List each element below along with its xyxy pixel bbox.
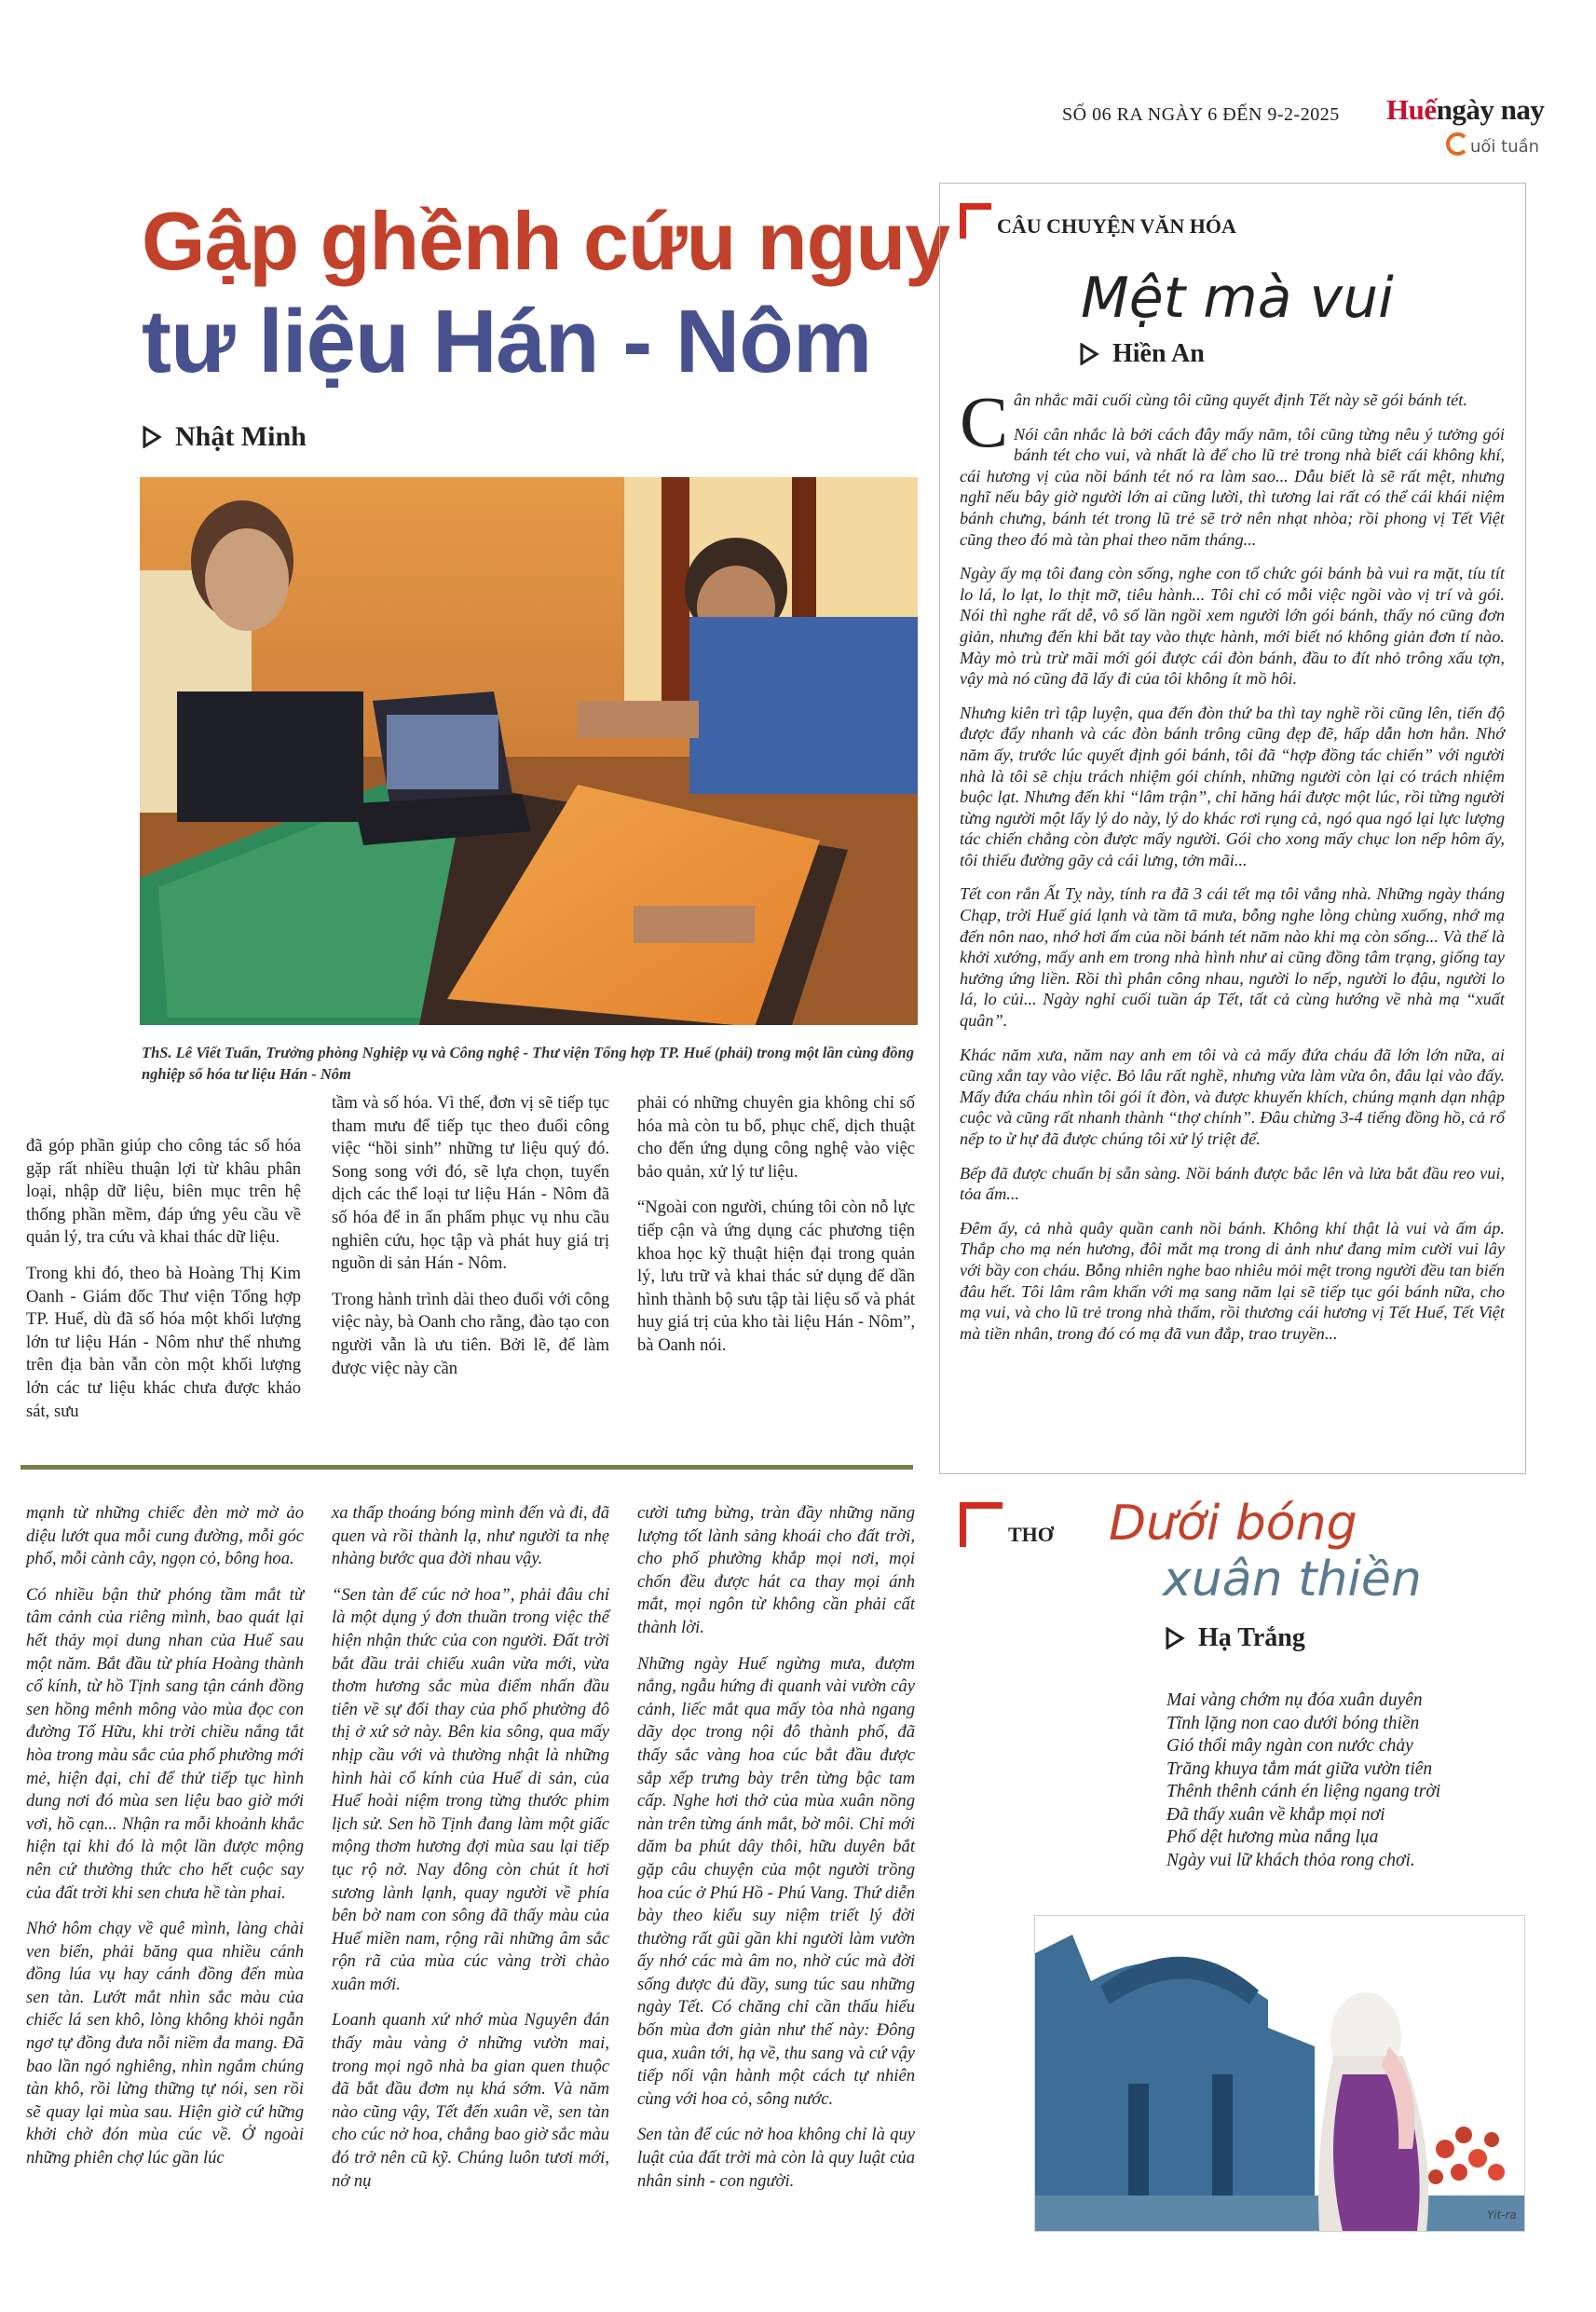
paragraph: Nhưng kiên trì tập luyện, qua đến đòn thứ ba thì tay nghề rồi cũng lên, tiến độ được đẩy nhanh và các đòn bánh trông cũng đẹp đẽ, hấp dẫn hơn hẳn. Nhớ năm ấy, trước lúc quyết định gói bánh, tôi đã “hợp đồng tác chiến” với người nhà là tôi sẽ chịu trách nhiệm gói chính, những người còn lại có trách nhiệm buộc lạt. Nhưng đến khi “lâm trận”, chỉ hăng hái được một lúc, rồi từng người từng người một lấy lý do này, lý do khác rơi rụng cả, ngó qua ngó lại lực lượng tác chiến chẳng còn được mấy người. Gói cho xong mấy chục lon nếp hôm ấy, tôi thiếu đường gãy cả cái lưng, tởn mãi... bbox=[960, 703, 1505, 869]
article-author: Nhật Minh bbox=[175, 421, 307, 452]
paragraph: Tết con rắn Ất Tỵ này, tính ra đã 3 cái tết mạ tôi vắng nhà. Những ngày tháng Chạp, trời Huế giá lạnh và tầm tã mưa, bỗng nghe lòng chùng xuống, nhớ mạ đến nôn nao, nhớ hơi ấm của nồi bánh tét năm nào khi mạ còn sống... Và thế là khởi xướng, mấy anh em trong nhà hình như ai cũng đồng tâm trạng, giống tay hưởng ứng liền. Rồi thì phân công nhau, người lo nếp, người lo đậu, người lo lá, lo củi... Ngày nghỉ cuối tuần áp Tết, tất cả cùng hướng về nhà mạ “xuất quân”. bbox=[960, 884, 1505, 1031]
play-triangle-icon bbox=[142, 426, 162, 448]
newspaper-logo bbox=[1386, 93, 1544, 127]
essay-col-2 bbox=[332, 1502, 609, 2206]
paragraph: Có nhiều bận thử phóng tầm mắt từ tâm cảnh của riêng mình, bao quát lại hết thảy mọi dung nhan của Huế sau một năm. Bắt đầu từ phía Hoàng thành cổ kính, từ hồ Tịnh sang tận cánh đồng sen hồng mênh mông vào mùa đọc con đường Tố Hữu, khi trời chiều nắng tắt hòa trong màu sắc của phố phường mới mẻ, hiện đại, chỉ để thử tiếp tục hình dung nơi đó mùa sen liệu bao giờ mới vơi, hồ cạn... Nhận ra mỗi khoảnh khắc hiện tại khi đó là một lần được mộng nên cứ thường thức cho hết cuộc say của đất trời khi sen chưa hề tàn phai. bbox=[26, 1584, 304, 1903]
essay-col-3 bbox=[637, 1502, 915, 2206]
poem-line: Thênh thênh cánh én liệng ngang trời bbox=[1166, 1782, 1441, 1801]
c-logo-icon bbox=[1446, 132, 1469, 156]
paragraph: Nhớ hôm chạy về quê mình, làng chài ven biển, phải băng qua nhiều cánh đồng lúa vụ hay cánh đồng đến mùa sen tàn. Lướt mắt nhìn sắc màu của chiếc lá sen khô, lòng không khỏi ngẫn ngơ tự đồng đưa nỗi niềm đa mang. Đã bao lần ngó nghiêng, nhìn ngắm chúng tàn khô, rồi lừng thững tự nói, sen rồi sẽ quay lại mùa sau. Hiện giờ cứ hững khởi chờ đón mùa cúc về. Ở ngoài những phiên chợ lúc gần lúc bbox=[26, 1919, 304, 2168]
culture-byline bbox=[1079, 339, 1205, 369]
play-triangle-icon bbox=[1165, 1627, 1185, 1649]
section-divider bbox=[20, 1465, 913, 1470]
poem-line: Phố dệt hương mùa nắng lụa bbox=[1166, 1827, 1379, 1847]
poem-author: Hạ Trắng bbox=[1198, 1623, 1305, 1652]
paragraph: Sen tàn để cúc nở hoa không chỉ là quy luật của đất trời mà còn là quy luật của nhân sinh - con người. bbox=[637, 2125, 915, 2191]
culture-section-label bbox=[960, 203, 1236, 239]
paragraph: Những ngày Huế ngừng mưa, đượm nắng, ngẫu hứng đi quanh vài vườn cây cảnh, liếc mắt qua mấy tòa nhà ngang dãy dọc trong nội đô thành phố, đã thấy sắc vàng hoa cúc bắt đầu được sắp xếp trưng bày trên từng bậc tam cấp. Nghe hơi thở của mùa xuân nồng nàn trên từng ánh mắt, bờ môi. Chỉ mới dăm ba phút dây thôi, hữu duyên bắt gặp câu chuyện của một người trồng hoa cúc ở Phú Hồ - Phú Vang. Thứ diễn bày theo kiểu suy niệm triết lý đời thường rất gũi gần khi người làm vườn ấy nhớ các mà âm no, nhờ cúc mà đời sống được đủ đầy, sung túc sau những ngày Tết. Có chăng chỉ cần thấu hiểu bốn mùa đơn giản như thế này: Đông qua, xuân tới, hạ về, thu sang và cứ vậy tiếp nối vận hành một cách tự nhiên cùng với hoa cỏ, sông nước. bbox=[637, 1653, 915, 2109]
paragraph-text: ân nhắc mãi cuối cùng tôi cũng quyết định Tết này sẽ gói bánh tét. bbox=[1014, 390, 1467, 409]
paragraph: “Ngoài con người, chúng tôi còn nỗ lực tiếp cận và ứng dụng các phương tiện khoa học kỹ thuật hiện đại trong quản lý, lưu trữ và khai thác sử dụng để dần hình thành bộ sưu tập tài liệu số và phát huy giá trị của kho tài liệu Hán - Nôm”, bà Oanh nói. bbox=[637, 1197, 915, 1355]
photo-caption: ThS. Lê Viết Tuấn, Trưởng phòng Nghiệp vụ và Công nghệ - Thư viện Tổng hợp TP. Huế (phải) trong một lần cùng đồng nghiệp số hóa tư liệu Hán - Nôm bbox=[142, 1044, 914, 1083]
paragraph: phải có những chuyên gia không chỉ số hóa mà còn tu bổ, phục chế, dịch thuật cho đến ứng dụng công nghệ vào việc bảo quản, xử lý tư liệu. bbox=[637, 1093, 915, 1182]
poem-line: Gió thổi mây ngàn con nước chảy bbox=[1166, 1736, 1413, 1756]
article-title-line1: Gập ghềnh cứu nguy bbox=[142, 195, 950, 287]
illustrator-signature: Yit-ra bbox=[1487, 2209, 1517, 2222]
article-col-2 bbox=[332, 1092, 609, 1393]
poem-line: Tĩnh lặng non cao dưới bóng thiền bbox=[1166, 1713, 1420, 1733]
bracket-icon bbox=[960, 1502, 1003, 1547]
paragraph: “Sen tàn để cúc nở hoa”, phải đâu chỉ là một dụng ý đơn thuần trong việc thể hiện nhận thức của con người. Đất trời bắt đầu trải chiếu xuân vừa mới, vừa thơm hương sắc mùa điểm nhấn đầu tiên về sự đổi thay của phố phường đô thị ở xứ sở này. Bên kia sông, qua mấy nhịp cầu với và thường nhật là những hình hài cổ kính của Huế di sản, của Huế hoài niệm trong từng thước phim lịch sử. Sen hồ Tịnh đang làm một giấc mộng thơm hương đợi mùa sau lại tiếp tục rộ nở. Nay đông còn chút ít hơi sương lành lạnh, quay người về phía bên bờ nam con sông đã thấy màu của Huế miền nam, rộng rãi những âm sắc rộn rã của mùa cúc vàng trời chào xuân mới. bbox=[332, 1584, 609, 1994]
culture-author: Hiền An bbox=[1112, 339, 1205, 368]
article-byline bbox=[142, 421, 307, 453]
poem-illustration bbox=[1034, 1915, 1525, 2232]
poem-line: Trăng khuya tắm mát giữa vườn tiên bbox=[1166, 1758, 1433, 1779]
paragraph: đã góp phần giúp cho công tác số hóa gặp rất nhiều thuận lợi từ khâu phân loại, nhập dữ liệu, biên mục trên hệ thống phần mềm, đáp ứng yêu cầu về quản lý, tra cứu và khai thác dữ liệu. bbox=[26, 1136, 301, 1248]
paragraph: Bếp đã được chuẩn bị sẵn sàng. Nồi bánh được bắc lên và lửa bắt đầu reo vui, tỏa ấm... bbox=[960, 1163, 1505, 1204]
poem-body bbox=[1166, 1690, 1440, 1872]
article-photo bbox=[140, 477, 918, 1025]
paragraph: mạnh từ những chiếc đèn mờ mờ ảo diệu lướt qua mỗi cung đường, mỗi góc phố, mỗi cành cây, ngọn cỏ, bông hoa. bbox=[26, 1503, 304, 1569]
illustration-scene bbox=[1035, 1916, 1524, 2231]
poem-line: Đã thấy xuân về khắp mọi nơi bbox=[1166, 1804, 1385, 1825]
paragraph bbox=[960, 381, 1505, 462]
logo-hue: Huế bbox=[1386, 93, 1437, 126]
poem-title-line2: xuân thiền bbox=[1163, 1552, 1422, 1607]
essay-col-1 bbox=[26, 1502, 304, 2183]
logo-subtitle-text: uối tuần bbox=[1470, 137, 1540, 157]
paragraph: Loanh quanh xứ nhớ mùa Nguyên đán thấy màu vàng ở những vườn mai, trong mọi ngõ nhà ba gian quen thuộc đã bắt đầu đơm nụ khá sớm. Và năm nào cũng vậy, Tết đến xuân về, sen tàn cho cúc nở hoa, chẳng bao giờ sắc màu đó trở nên cũ kỹ. Chúng luôn tươi mới, nở nụ bbox=[332, 2010, 609, 2191]
article-title-line2: tư liệu Hán - Nôm bbox=[142, 292, 872, 391]
paragraph: xa thấp thoáng bóng mình đến và đi, đã quen và rồi thành lạ, như người ta nhẹ nhàng bước qua đời nhau vậy. bbox=[332, 1503, 609, 1569]
logo-subtitle bbox=[1446, 132, 1539, 157]
poem-line: Mai vàng chớm nụ đóa xuân duyên bbox=[1166, 1690, 1423, 1710]
paragraph: Ngày ấy mạ tôi đang còn sống, nghe con tổ chức gói bánh bà vui ra mặt, tíu tít lo lá, lo lạt, lo thịt mỡ, tiêu hành... Tôi chỉ có mỗi việc ngồi vào vị trí và gói. Nói thì nghe rất dễ, vô số lần ngồi xem người lớn gói bánh, thấy nó cũng đơn giản, nhưng đến khi bắt tay vào thực hành, mới biết nó không giản đơn tí nào. Mày mò trù trừ mãi mới gói được cái đòn bánh, đầu to đít nhỏ trông xấu tợn, vậy mà nó cũng đã lấy đi của tôi không ít mồ hôi. bbox=[960, 564, 1505, 689]
culture-story-title: Mệt mà vui bbox=[1081, 266, 1394, 331]
article-col-1 bbox=[26, 1135, 301, 1436]
poem-title-line1: Dưới bóng bbox=[1109, 1496, 1357, 1552]
bracket-icon bbox=[960, 203, 991, 239]
culture-section-text: CÂU CHUYỆN VĂN HÓA bbox=[997, 214, 1236, 238]
poem-line: Ngày vui lữ khách thỏa rong chơi. bbox=[1166, 1850, 1415, 1870]
logo-ngaynay: ngày nay bbox=[1436, 93, 1545, 126]
poem-section-label bbox=[960, 1502, 1054, 1547]
paragraph: cười tưng bừng, tràn đầy những năng lượng tốt lành sảng khoái cho đất trời, cho phố phường khắp mọi nơi, mọi chốn đều được hát ca thay mọi ánh mắt, mọi ngôn từ không cần phải cất thành lời. bbox=[637, 1503, 915, 1637]
paragraph: Trong khi đó, theo bà Hoàng Thị Kim Oanh - Giám đốc Thư viện Tổng hợp TP. Huế, dù đã số hóa một khối lượng lớn tư liệu Hán - Nôm như thế nhưng trên địa bàn vẫn còn một khối lượng lớn các tư liệu khác chưa được khảo sát, sưu bbox=[26, 1263, 301, 1421]
photo-scene bbox=[140, 477, 918, 1025]
play-triangle-icon bbox=[1079, 343, 1099, 365]
culture-story-body bbox=[960, 381, 1505, 1357]
paragraph: Đêm ấy, cả nhà quây quần canh nồi bánh. Không khí thật là vui và ấm áp. Thắp cho mạ nén hương, đôi mắt mạ trong di ảnh như đang mỉm cười vui lây với bầy con cháu. Bỗng nhiên nghe bao nhiêu mỏi mệt trong người đều tan biến đâu hết. Tôi lâm râm khấn với mạ sang năm lại sẽ tiếp tục gói bánh nữa, cho mạ vui, và cho lũ trẻ trong nhà thấm, rồi thương cái hương vị Tết Huế, Tết Việt mà tiền nhân, trong đó có mạ đã vun đắp, trao truyền... bbox=[960, 1218, 1505, 1343]
article-col-3 bbox=[637, 1092, 915, 1371]
poem-byline bbox=[1165, 1623, 1305, 1653]
drop-cap: C bbox=[960, 381, 1009, 462]
issue-date: SỐ 06 RA NGÀY 6 ĐẾN 9-2-2025 bbox=[1062, 104, 1340, 125]
paragraph: Khác năm xưa, năm nay anh em tôi và cả mấy đứa cháu đã lớn lớn nữa, ai cũng xắn tay vào việc. Bỏ lâu rất nghề, nhưng vừa làm vừa ôn, đâu lại vào đấy. Mấy đứa cháu nhìn tôi gói ít đòn, và được khuyến khích, chúng mạnh dạn nhập cuộc và cũng rất nhanh thành “thợ chính”. Đâu chừng 3-4 tiếng đồng hồ, cả rổ nếp to ừ hự đã được chúng tôi xử lý triệt để. bbox=[960, 1045, 1505, 1148]
poem-section-text: THƠ bbox=[1008, 1523, 1054, 1546]
paragraph: Nói cân nhắc là bởi cách đây mấy năm, tôi cũng từng nêu ý tưởng gói bánh tét cho vui, và nhất là để cho lũ trẻ trong nhà biết cái không khí, cái hương vị của nồi bánh tét nó ra làm sao... Dẫu biết là sẽ rất mệt, nhưng nghĩ nếu bây giờ người lớn ai cũng lười, thì tương lai rất có thể cái khái niệm bánh chưng, bánh tét trong lũ trẻ sẽ trở nên nhạt nhòa; rồi phong vị Tết Việt cũng theo đó mà tàn phai theo năm tháng... bbox=[960, 424, 1505, 549]
paragraph: Trong hành trình dài theo đuổi với công việc này, bà Oanh cho rằng, đào tạo con người vẫn là ưu tiên. Bởi lẽ, để làm được việc này cần bbox=[332, 1289, 609, 1378]
paragraph: tầm và số hóa. Vì thế, đơn vị sẽ tiếp tục tham mưu để tiếp tục theo đuổi công việc “hồi sinh” những tư liệu quý đó. Song song với đó, sẽ lựa chọn, tuyển dịch các thể loại tư liệu Hán - Nôm đã số hóa để in ấn phẩm phục vụ nhu cầu nghiên cứu, học tập và phát huy giá trị nguồn di sản Hán - Nôm. bbox=[332, 1093, 609, 1274]
